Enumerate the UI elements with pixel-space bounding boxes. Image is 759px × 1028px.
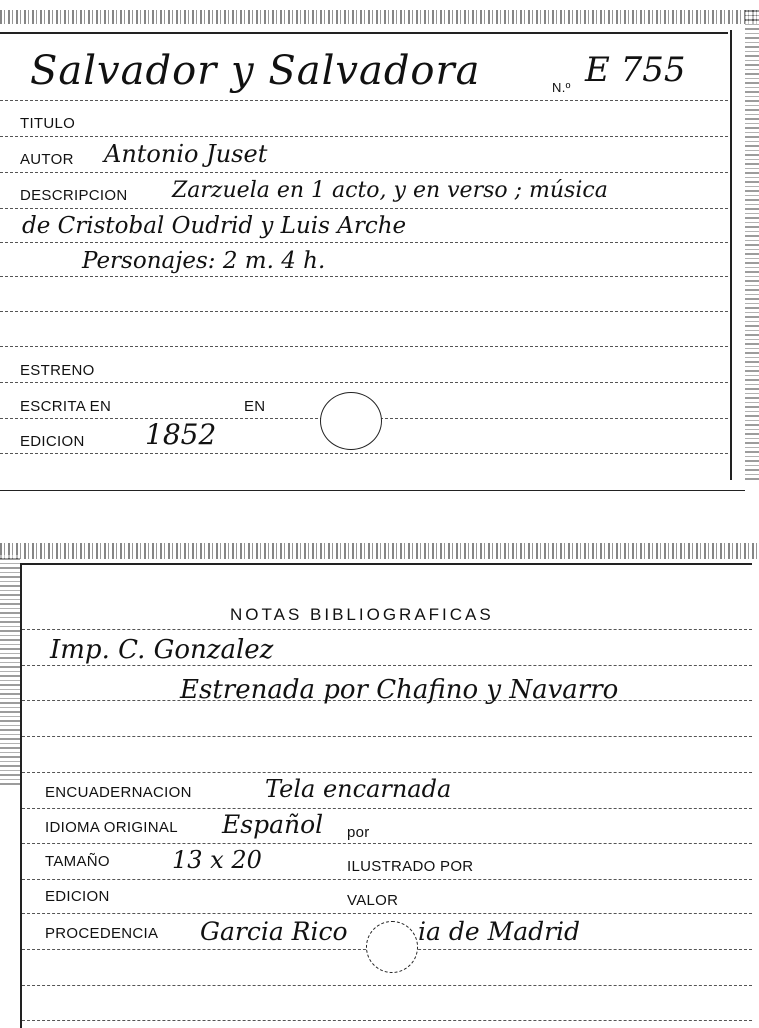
rule-line bbox=[0, 172, 728, 173]
rule-line bbox=[22, 913, 752, 914]
label-ilustrado-por: ILUSTRADO POR bbox=[347, 858, 474, 875]
label-estreno: ESTRENO bbox=[20, 362, 95, 379]
catalog-number: E 755 bbox=[585, 50, 686, 90]
rule-line bbox=[0, 490, 745, 491]
rule-line bbox=[0, 242, 728, 243]
rule-line bbox=[22, 563, 752, 565]
label-procedencia: PROCEDENCIA bbox=[45, 925, 159, 942]
label-encuadernacion: ENCUADERNACION bbox=[45, 784, 192, 801]
label-en: EN bbox=[244, 398, 266, 415]
label-idioma-original: IDIOMA ORIGINAL bbox=[45, 819, 178, 836]
rule-line bbox=[22, 879, 752, 880]
notas-heading: NOTAS BIBLIOGRAFICAS bbox=[230, 605, 494, 624]
rule-line bbox=[22, 736, 752, 737]
value-idioma-original: Español bbox=[222, 810, 324, 839]
value-encuadernacion: Tela encarnada bbox=[265, 775, 452, 803]
rule-line bbox=[22, 665, 752, 666]
rule-line bbox=[22, 808, 752, 809]
label-titulo: TITULO bbox=[20, 115, 76, 132]
card-right-edge bbox=[745, 10, 759, 480]
value-autor: Antonio Juset bbox=[104, 140, 268, 168]
punch-hole bbox=[366, 921, 418, 973]
label-por: por bbox=[347, 824, 370, 841]
rule-line bbox=[22, 843, 752, 844]
notes-line1: Imp. C. Gonzalez bbox=[50, 635, 274, 665]
rule-line bbox=[22, 985, 752, 986]
label-tamano: TAMAÑO bbox=[45, 853, 110, 870]
rule-line bbox=[0, 32, 728, 34]
bottom-catalog-card bbox=[0, 535, 759, 1028]
label-descripcion: DESCRIPCION bbox=[20, 187, 128, 204]
rule-line bbox=[0, 276, 728, 277]
label-edicion: EDICION bbox=[45, 888, 110, 905]
number-label: N.º bbox=[552, 80, 571, 95]
value-edicion: 1852 bbox=[145, 418, 217, 451]
label-escrita-en: ESCRITA EN bbox=[20, 398, 112, 415]
rule-line bbox=[22, 1020, 752, 1021]
value-descripcion-line2: de Cristobal Oudrid y Luis Arche bbox=[22, 213, 407, 239]
notes-line2: Estrenada por Chafino y Navarro bbox=[180, 675, 619, 705]
card-right-border bbox=[730, 30, 732, 480]
rule-line bbox=[22, 629, 752, 630]
rule-line bbox=[0, 346, 728, 347]
card-top-edge bbox=[0, 10, 759, 24]
value-tamano: 13 x 20 bbox=[172, 846, 262, 874]
rule-line bbox=[0, 382, 728, 383]
rule-line bbox=[0, 136, 728, 137]
top-catalog-card bbox=[0, 0, 759, 492]
rule-line bbox=[0, 100, 728, 101]
rule-line bbox=[0, 311, 728, 312]
card-top-edge bbox=[0, 543, 759, 559]
value-descripcion-line3: Personajes: 2 m. 4 h. bbox=[82, 248, 326, 274]
value-procedencia-part2: ia de Madrid bbox=[418, 917, 581, 946]
rule-line bbox=[22, 772, 752, 773]
title-handwritten: Salvador y Salvadora bbox=[30, 48, 481, 94]
label-valor: VALOR bbox=[347, 892, 399, 909]
punch-hole bbox=[320, 392, 382, 450]
card-left-edge bbox=[0, 555, 20, 785]
value-descripcion-line1: Zarzuela en 1 acto, y en verso ; música bbox=[172, 178, 608, 203]
value-procedencia-part1: Garcia Rico bbox=[200, 917, 348, 946]
label-edicion: EDICION bbox=[20, 433, 85, 450]
label-autor: AUTOR bbox=[20, 151, 74, 168]
rule-line bbox=[0, 208, 728, 209]
rule-line bbox=[0, 453, 728, 454]
card-left-border bbox=[20, 563, 22, 1028]
